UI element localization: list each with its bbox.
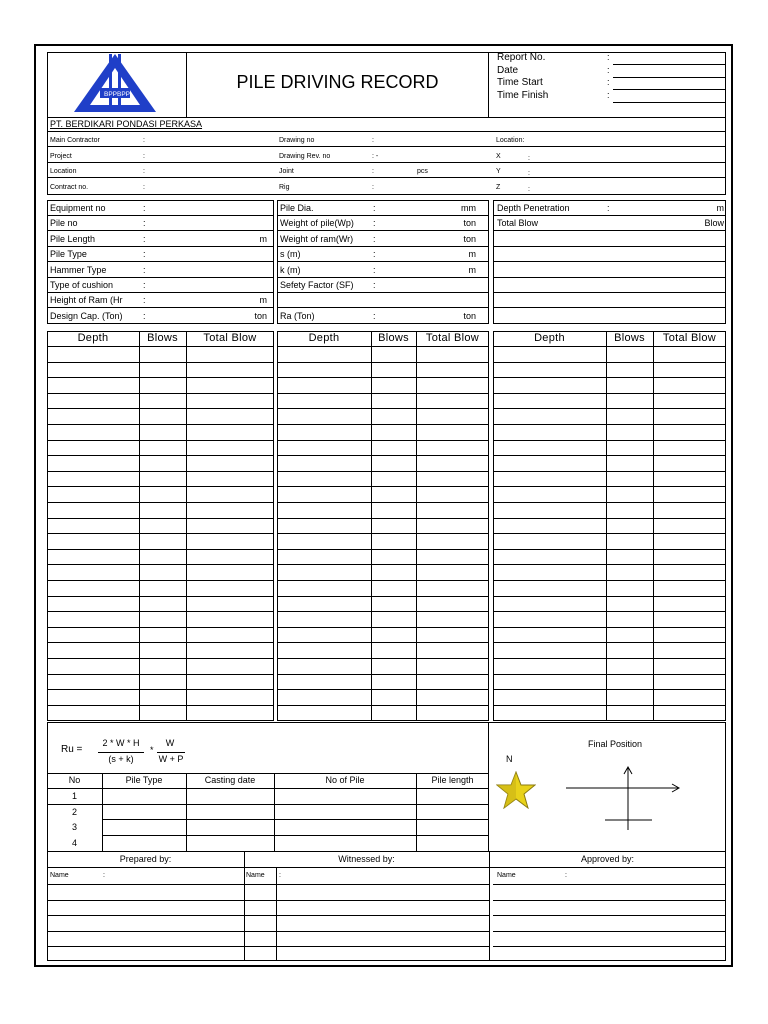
blow-table-row[interactable]: [47, 689, 274, 690]
blow-table-row[interactable]: [47, 393, 274, 394]
blow-table-row[interactable]: [493, 486, 726, 487]
formula-numerator-1: 2 * W * H: [102, 738, 140, 748]
blow-table-row[interactable]: [47, 440, 274, 441]
blow-table-row[interactable]: [47, 533, 274, 534]
equipment-label: Weight of pile(Wp): [280, 218, 354, 229]
equipment-label: Pile Type: [50, 249, 87, 260]
blow-table-row[interactable]: [277, 362, 489, 363]
company-logo: [70, 52, 160, 116]
blow-table-header: Depth: [534, 332, 565, 344]
equipment-colon: :: [373, 203, 376, 213]
name-label: Name: [246, 872, 265, 879]
report-field-input[interactable]: [613, 77, 725, 78]
equipment-colon: :: [143, 295, 146, 306]
signature-line[interactable]: [47, 915, 244, 916]
signature-line[interactable]: [244, 900, 489, 901]
blow-table-row[interactable]: [47, 549, 274, 550]
blow-table-row[interactable]: [47, 455, 274, 456]
blow-table-row[interactable]: [493, 596, 726, 597]
blow-table-border: [277, 331, 489, 721]
witnessed-by-label: Witnessed by:: [338, 854, 395, 864]
signature-line[interactable]: [493, 900, 726, 901]
blow-table-row[interactable]: [47, 658, 274, 659]
signature-line[interactable]: [47, 946, 244, 947]
rule-line: [277, 277, 489, 278]
equipment-label: Height of Ram (Hr: [50, 295, 123, 306]
pile-table-header: No of Pile: [325, 775, 365, 785]
rule-line: [493, 246, 726, 247]
rule-line: [277, 292, 489, 293]
formula-numerator-2: W: [165, 738, 175, 748]
project-info-label: Location: [50, 168, 77, 175]
svg-text:BPP: BPP: [117, 91, 131, 98]
blow-table-row[interactable]: [277, 580, 489, 581]
blow-table-row[interactable]: [277, 393, 489, 394]
blow-table-row[interactable]: [47, 362, 274, 363]
report-field-input[interactable]: [613, 89, 725, 90]
blow-table-row[interactable]: [493, 658, 726, 659]
rule-line: [371, 331, 372, 721]
pile-dia-input[interactable]: [380, 215, 476, 216]
signature-line[interactable]: [493, 946, 726, 947]
equipment-label: Design Cap. (Ton): [50, 310, 123, 321]
rule-line: [47, 292, 274, 293]
rule-line: [493, 307, 726, 308]
signature-line[interactable]: [244, 915, 489, 916]
rule-line: [186, 331, 187, 721]
blow-table-row[interactable]: [277, 533, 489, 534]
formula-denominator-1: (s + k): [108, 754, 134, 764]
project-info-label: Joint: [279, 168, 294, 175]
rule-line: [47, 804, 102, 805]
formula-lhs: Ru =: [61, 744, 83, 755]
project-info-colon: :: [143, 137, 145, 144]
project-info-label: Drawing no: [279, 137, 315, 144]
project-info-label: Main Contractor: [50, 137, 100, 144]
blow-table-header: Total Blow: [203, 332, 257, 344]
name-colon: :: [103, 872, 105, 879]
blow-table-row[interactable]: [493, 689, 726, 690]
equipment-colon: :: [373, 310, 376, 321]
report-field-colon: :: [607, 77, 610, 87]
equipment-colon: :: [143, 280, 146, 290]
equipment-colon: :: [143, 310, 146, 321]
prepared-by-label: Prepared by:: [119, 854, 172, 864]
equipment-colon: :: [373, 218, 376, 229]
pile-table-header: Casting date: [204, 775, 256, 785]
pile-table-row[interactable]: [102, 819, 489, 820]
equipment-label: Hammer Type: [50, 264, 107, 275]
signature-line[interactable]: [47, 884, 244, 885]
blow-table-row[interactable]: [493, 471, 726, 472]
rule-line: [277, 346, 489, 347]
blow-table-row[interactable]: [47, 580, 274, 581]
report-field-input[interactable]: [613, 64, 725, 65]
blow-table-row[interactable]: [493, 705, 726, 706]
project-info-unit: pcs: [417, 168, 428, 175]
blow-table-row[interactable]: [277, 642, 489, 643]
blow-table-row[interactable]: [493, 549, 726, 550]
project-info-label: Drawing Rev. no: [279, 152, 331, 160]
rule-line: [47, 146, 726, 147]
name-colon: :: [565, 872, 567, 879]
equipment-colon: :: [607, 203, 610, 213]
blow-table-row[interactable]: [493, 362, 726, 363]
blow-table-row[interactable]: [493, 627, 726, 628]
blow-table-header: Total Blow: [425, 332, 480, 344]
equipment-unit: Blow: [704, 218, 724, 229]
rule-line: [47, 277, 274, 278]
blow-table-row[interactable]: [47, 518, 274, 519]
rule-line: [493, 215, 726, 216]
rule-line: [47, 162, 726, 163]
north-label: N: [506, 754, 513, 764]
pile-table-row-number: 3: [71, 822, 77, 833]
name-label: Name: [497, 872, 516, 879]
blow-table-row[interactable]: [277, 689, 489, 690]
blow-table-row[interactable]: [277, 455, 489, 456]
project-info-colon: :: [143, 152, 145, 160]
blow-table-header: Depth: [77, 332, 109, 344]
equipment-unit: ton: [463, 218, 476, 229]
rule-line: [47, 230, 274, 231]
blow-table-row[interactable]: [493, 564, 726, 565]
rule-line: [653, 331, 654, 721]
rule-line: [139, 331, 140, 721]
rule-line: [47, 177, 726, 178]
blow-table-row[interactable]: [493, 674, 726, 675]
rule-line: [277, 246, 489, 247]
report-field-label: Time Finish: [497, 89, 549, 101]
equipment-unit: ton: [463, 233, 476, 244]
blow-table-row[interactable]: [277, 440, 489, 441]
project-info-colon: :: [528, 154, 530, 162]
equipment-label: Type of cushion: [50, 280, 114, 290]
svg-text:BPP: BPP: [104, 91, 118, 98]
project-info-label: Rig: [279, 183, 290, 191]
pile-table-header: No: [68, 775, 81, 785]
equipment-label: Sefety Factor (SF): [280, 280, 354, 290]
blow-table-row[interactable]: [47, 486, 274, 487]
rule-line: [47, 867, 726, 868]
equipment-colon: :: [143, 233, 146, 244]
equipment-label: Equipment no: [50, 203, 106, 213]
blow-table-row[interactable]: [493, 455, 726, 456]
rule-line: [47, 788, 489, 789]
rule-line: [277, 261, 489, 262]
project-info-label: Project: [50, 152, 72, 160]
project-info-label: Y: [496, 168, 501, 175]
blow-table-row[interactable]: [47, 596, 274, 597]
rule-line: [493, 230, 726, 231]
report-field-colon: :: [607, 52, 610, 62]
pile-table-header: Pile Type: [125, 775, 163, 785]
report-field-label: Date: [497, 64, 519, 76]
approved-by-label: Approved by:: [580, 854, 635, 864]
signature-line[interactable]: [493, 915, 726, 916]
rule-line: [47, 246, 274, 247]
blow-table-row[interactable]: [493, 642, 726, 643]
report-field-colon: :: [607, 89, 610, 100]
equipment-unit: m: [468, 249, 476, 260]
blow-table-row[interactable]: [47, 642, 274, 643]
report-field-label: Time Start: [497, 77, 543, 88]
project-info-box: [47, 131, 726, 195]
blow-table-row[interactable]: [493, 424, 726, 425]
blow-table-row[interactable]: [277, 627, 489, 628]
pile-table-header: Pile length: [431, 775, 474, 785]
blow-table-row[interactable]: [277, 611, 489, 612]
blow-table-row[interactable]: [277, 596, 489, 597]
equipment-unit: ton: [254, 310, 267, 321]
rule-line: [416, 331, 417, 721]
name-colon: :: [279, 872, 281, 879]
blow-table-row[interactable]: [277, 377, 489, 378]
pile-table-row-number: 4: [71, 838, 77, 849]
blow-table-row[interactable]: [277, 674, 489, 675]
equipment-colon: :: [143, 264, 146, 275]
report-field-colon: :: [607, 64, 610, 75]
name-label: Name: [50, 872, 69, 879]
project-info-colon: :: [143, 183, 145, 191]
blow-table-row[interactable]: [493, 408, 726, 409]
project-info-colon: :: [372, 168, 374, 175]
equipment-label: k (m): [280, 264, 301, 275]
pile-table-row[interactable]: [102, 835, 489, 836]
equipment-label: Ra (Ton): [280, 310, 315, 321]
project-info-colon: :: [528, 185, 530, 193]
final-position-title: Final Position: [587, 739, 643, 749]
equipment-label: Pile Dia.: [280, 203, 314, 213]
blow-table-header: Blows: [378, 332, 409, 344]
blow-table-row[interactable]: [493, 502, 726, 503]
equipment-colon: :: [373, 249, 376, 260]
rule-line: [493, 261, 726, 262]
signature-line[interactable]: [47, 931, 244, 932]
equipment-unit: m: [716, 203, 724, 213]
blow-table-row[interactable]: [277, 518, 489, 519]
project-info-label: Contract no.: [50, 183, 89, 191]
signature-line[interactable]: [493, 884, 726, 885]
equipment-unit: ton: [463, 310, 476, 321]
pile-table-row-number: 1: [71, 791, 77, 801]
blow-table-row[interactable]: [277, 705, 489, 706]
blow-table-border: [493, 331, 726, 721]
blow-table-row[interactable]: [277, 549, 489, 550]
blow-table-row[interactable]: [47, 502, 274, 503]
rule-line: [47, 307, 274, 308]
formula-denominator-2: W + P: [158, 754, 184, 764]
equipment-label: s (m): [280, 249, 301, 260]
blow-table-row[interactable]: [47, 377, 274, 378]
blow-table-row[interactable]: [277, 486, 489, 487]
blow-table-header: Blows: [147, 332, 178, 344]
blow-table-row[interactable]: [277, 424, 489, 425]
equipment-unit: m: [259, 233, 267, 244]
project-info-colon: :: [372, 137, 374, 144]
project-info-colon: :: [372, 183, 374, 191]
project-info-label: Z: [496, 183, 501, 191]
equipment-colon: :: [143, 218, 146, 229]
rule-line: [493, 292, 726, 293]
blow-table-row[interactable]: [493, 518, 726, 519]
blow-table-row[interactable]: [277, 564, 489, 565]
blow-table-header: Depth: [308, 332, 340, 344]
equipment-unit: m: [468, 264, 476, 275]
formula-operator: *: [150, 745, 154, 755]
equipment-colon: :: [373, 264, 376, 275]
report-field-input[interactable]: [613, 102, 725, 103]
company-name: PT. BERDIKARI PONDASI PERKASA: [50, 119, 203, 129]
equipment-label: Total Blow: [497, 218, 539, 229]
blow-table-row[interactable]: [493, 393, 726, 394]
blow-table-row[interactable]: [47, 705, 274, 706]
pile-table-row[interactable]: [102, 804, 489, 805]
report-field-label: Report No.: [497, 52, 546, 63]
blow-table-border: [47, 331, 274, 721]
blow-table-row[interactable]: [47, 627, 274, 628]
blow-table-row[interactable]: [47, 674, 274, 675]
pile-table-row-number: 2: [71, 806, 77, 817]
north-star-icon: [496, 771, 536, 809]
blow-table-row[interactable]: [47, 564, 274, 565]
blow-table-row[interactable]: [47, 408, 274, 409]
project-info-colon: :: [143, 168, 145, 175]
rule-line: [277, 230, 489, 231]
rule-line: [277, 307, 489, 308]
equipment-colon: :: [373, 280, 376, 290]
project-info-colon: : -: [372, 152, 379, 160]
rule-line: [47, 346, 274, 347]
equipment-label: Weight of ram(Wr): [280, 233, 354, 244]
blow-table-row[interactable]: [493, 440, 726, 441]
blow-table-row[interactable]: [493, 580, 726, 581]
equipment-unit: mm: [461, 203, 476, 213]
rule-line: [47, 261, 274, 262]
rule-line: [47, 215, 274, 216]
project-info-label: Location:: [496, 137, 525, 144]
signature-line[interactable]: [493, 931, 726, 932]
rule-line: [47, 773, 489, 774]
rule-line: [493, 277, 726, 278]
signature-line[interactable]: [244, 931, 489, 932]
blow-table-row[interactable]: [277, 502, 489, 503]
signature-line[interactable]: [47, 900, 244, 901]
blow-table-row[interactable]: [277, 408, 489, 409]
equipment-colon: :: [143, 203, 146, 213]
blow-table-header: Blows: [614, 332, 645, 344]
blow-table-row[interactable]: [47, 424, 274, 425]
blow-table-row[interactable]: [277, 471, 489, 472]
equipment-colon: :: [373, 233, 376, 244]
rule-line: [493, 346, 726, 347]
equipment-unit: m: [259, 295, 267, 306]
project-info-label: X: [496, 152, 501, 160]
blow-table-row[interactable]: [47, 471, 274, 472]
equipment-label: Depth Penetration: [497, 203, 570, 213]
equipment-label: Pile Length: [50, 233, 96, 244]
equipment-label: Pile no: [50, 218, 78, 229]
position-axes-icon: [560, 762, 685, 832]
blow-table-row[interactable]: [493, 533, 726, 534]
blow-table-row[interactable]: [277, 658, 489, 659]
blow-table-row[interactable]: [493, 377, 726, 378]
equipment-colon: :: [143, 249, 146, 260]
blow-table-header: Total Blow: [662, 332, 717, 344]
project-info-colon: :: [528, 170, 530, 177]
signature-line[interactable]: [244, 946, 489, 947]
rule-line: [606, 331, 607, 721]
blow-table-row[interactable]: [47, 611, 274, 612]
signature-line[interactable]: [244, 884, 489, 885]
page-title: PILE DRIVING RECORD: [236, 72, 439, 92]
blow-table-row[interactable]: [493, 611, 726, 612]
